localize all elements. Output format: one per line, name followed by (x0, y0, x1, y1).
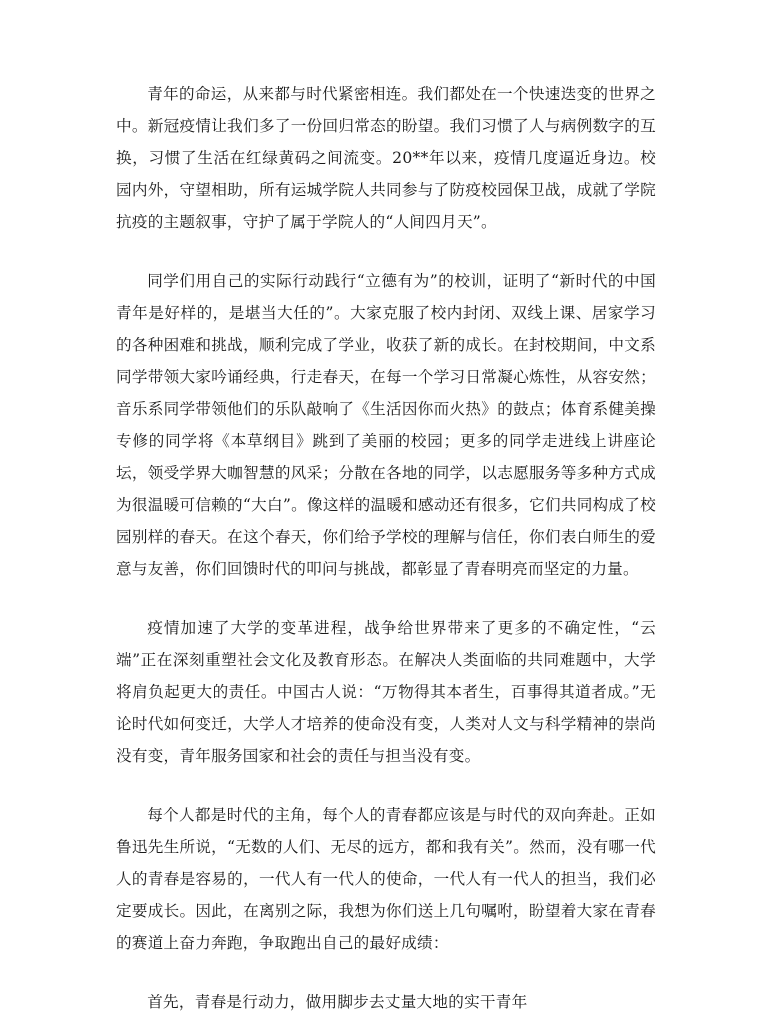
paragraph-first-point: 首先，青春是行动力，做用脚步去丈量大地的实干青年 (147, 993, 528, 1011)
document-body (116, 78, 656, 1018)
paragraph-youth-and-era: 青年的命运，从来都与时代紧密相连。我们都处在一个快速迭变的世界之中。新冠疫情让我们多了一份回归常态的盼望。我们习惯了人与病例数字的互换，习惯了生活在红绿黄码之间流变。20**年以来，疫情几度逼近身边。校园内外，守望相助，所有运城学院人共同参与了防疫校园保卫战，成就了学院抗疫的主题叙事，守护了属于学院人的“人间四月天”。 (116, 85, 656, 231)
paragraph-student-actions: 同学们用自己的实际行动践行“立德有为”的校训，证明了“新时代的中国青年是好样的，是堪当大任的”。大家克服了校内封闭、双线上课、居家学习的各种困难和挑战，顺利完成了学业，收获了新的成长。在封校期间，中文系同学带领大家吟诵经典，行走春天，在每一个学习日常凝心炼性，从容安然；音乐系同学带领他们的乐队敲响了《生活因你而火热》的鼓点；体育系健美操专修的同学将《本草纲目》跳到了美丽的校园；更多的同学走进线上讲座论坛，领受学界大咖智慧的风采；分散在各地的同学，以志愿服务等多种方式成为很温暖可信赖的“大白”。像这样的温暖和感动还有很多，它们共同构成了校园别样的春天。在这个春天，你们给予学校的理解与信任，你们表白师生的爱意与友善，你们回馈时代的叩问与挑战，都彰显了青春明亮而坚定的力量。 (116, 272, 656, 578)
paragraph-university-change: 疫情加速了大学的变革进程，战争给世界带来了更多的不确定性，“云端”正在深刻重塑社会文化及教育形态。在解决人类面临的共同难题中，大学将肩负起更大的责任。中国古人说：“万物得其本者生，百事得其道者成。”无论时代如何变迁，大学人才培养的使命没有变，人类对人文与科学精神的崇尚没有变，青年服务国家和社会的责任与担当没有变。 (116, 619, 656, 765)
paragraph-everyone-protagonist: 每个人都是时代的主角，每个人的青春都应该是与时代的双向奔赴。正如鲁迅先生所说，“无数的人们、无尽的远方，都和我有关”。然而，没有哪一代人的青春是容易的，一代人有一代人的使命，一代人有一代人的担当，我们必定要成长。因此，在离别之际，我想为你们送上几句嘱咐，盼望着大家在青春的赛道上奋力奔跑，争取跑出自己的最好成绩： (116, 806, 656, 952)
